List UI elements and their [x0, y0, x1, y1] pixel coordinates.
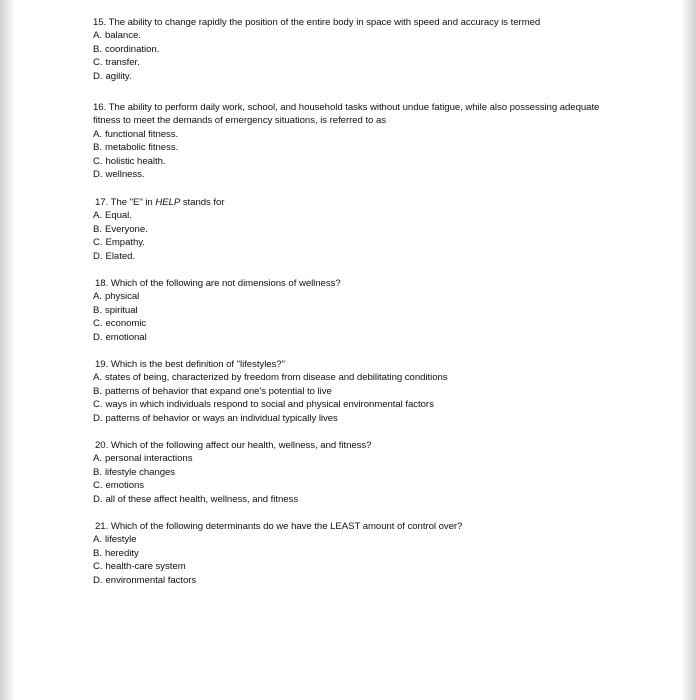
- option-letter: A.: [93, 534, 102, 546]
- option-letter: D.: [93, 412, 103, 424]
- question-number: 17.: [95, 197, 109, 208]
- question-text-post: stands for: [182, 197, 225, 208]
- answer-option: [93, 141, 653, 154]
- question-text: Which of the following determinants do we have the LEAST amount of control over?: [110, 521, 463, 532]
- option-text: emotional: [105, 331, 147, 343]
- answer-option: [93, 385, 653, 398]
- question-19: [93, 358, 653, 425]
- option-text: physical: [104, 291, 140, 303]
- answer-option: [93, 29, 653, 42]
- answer-option: [93, 223, 653, 236]
- option-text: patterns of behavior or ways an individual typically lives: [105, 412, 338, 424]
- answer-option: [93, 70, 653, 83]
- option-text: economic: [105, 318, 147, 330]
- option-text: transfer.: [105, 57, 140, 69]
- answer-option: [93, 533, 653, 546]
- question-stem: [95, 358, 653, 371]
- option-text: emotions: [105, 480, 145, 492]
- option-letter: B.: [93, 304, 102, 316]
- option-letter: B.: [93, 466, 102, 478]
- question-text: The ability to perform daily work, school, and household tasks without undue fatigue, while also possessing adequate fitness to meet the demands of emergency situations, is referred to as: [93, 102, 600, 127]
- answer-option: [93, 574, 653, 587]
- question-15: [93, 16, 653, 83]
- question-18: [93, 277, 653, 344]
- option-text: Empathy.: [105, 237, 145, 249]
- question-text: Which of the following affect our health, wellness, and fitness?: [110, 440, 372, 451]
- document-page: [14, 0, 682, 700]
- question-number: 16.: [93, 102, 107, 113]
- question-number: 19.: [95, 359, 109, 370]
- option-letter: D.: [93, 250, 103, 262]
- question-number: 18.: [95, 278, 109, 289]
- option-text: Elated.: [105, 250, 136, 262]
- option-letter: B.: [93, 547, 102, 559]
- option-text: metabolic fitness.: [104, 142, 179, 154]
- option-text: personal interactions: [104, 453, 193, 465]
- option-text: lifestyle changes: [104, 466, 176, 478]
- option-letter: A.: [93, 372, 102, 384]
- option-text: agility.: [105, 70, 132, 82]
- answer-option: [93, 304, 653, 317]
- answer-option: [93, 547, 653, 560]
- option-letter: A.: [93, 30, 102, 42]
- option-letter: C.: [93, 155, 103, 167]
- answer-option: [93, 331, 653, 344]
- option-text: lifestyle: [104, 534, 137, 546]
- answer-option: [93, 371, 653, 384]
- answer-option: [93, 317, 653, 330]
- option-letter: C.: [93, 480, 103, 492]
- option-text: functional fitness.: [104, 128, 179, 140]
- answer-option: [93, 236, 653, 249]
- option-text: Everyone.: [104, 223, 148, 235]
- option-letter: A.: [93, 210, 102, 222]
- answer-option: [93, 56, 653, 69]
- question-number: 21.: [95, 521, 109, 532]
- option-text: spiritual: [104, 304, 138, 316]
- answer-option: [93, 168, 653, 181]
- answer-option: [93, 43, 653, 56]
- option-letter: B.: [93, 142, 102, 154]
- question-number: 15.: [93, 17, 107, 28]
- question-text: The ability to change rapidly the position of the entire body in space with speed and accuracy is termed: [108, 17, 541, 28]
- option-letter: A.: [93, 453, 102, 465]
- question-text: Which is the best definition of "lifestyles?": [110, 359, 285, 370]
- option-letter: C.: [93, 561, 103, 573]
- option-text: health-care system: [105, 561, 186, 573]
- question-text-pre: The "E" in: [110, 197, 153, 208]
- option-text: environmental factors: [105, 574, 197, 586]
- option-letter: B.: [93, 223, 102, 235]
- option-text: Equal.: [104, 210, 132, 222]
- question-stem: [93, 101, 613, 128]
- option-letter: C.: [93, 237, 103, 249]
- answer-option: [93, 398, 653, 411]
- question-text: Which of the following are not dimensions of wellness?: [110, 278, 341, 289]
- option-text: states of being, characterized by freedom from disease and debilitating conditions: [104, 372, 448, 384]
- answer-option: [93, 493, 653, 506]
- answer-option: [93, 250, 653, 263]
- option-letter: A.: [93, 291, 102, 303]
- option-letter: A.: [93, 128, 102, 140]
- answer-option: [93, 209, 653, 222]
- option-text: patterns of behavior that expand one's potential to live: [104, 385, 332, 397]
- option-letter: C.: [93, 318, 103, 330]
- option-text: ways in which individuals respond to social and physical environmental factors: [105, 399, 434, 411]
- answer-option: [93, 128, 653, 141]
- option-text: holistic health.: [105, 155, 166, 167]
- question-17: [93, 196, 653, 263]
- option-text: heredity: [104, 547, 139, 559]
- answer-option: [93, 479, 653, 492]
- option-letter: C.: [93, 399, 103, 411]
- question-stem: [95, 196, 653, 209]
- question-text-emphasis: HELP: [155, 197, 181, 208]
- option-letter: D.: [93, 574, 103, 586]
- option-letter: C.: [93, 57, 103, 69]
- option-letter: B.: [93, 43, 102, 55]
- question-stem: [95, 439, 653, 452]
- question-stem: [95, 277, 653, 290]
- question-stem: [95, 520, 653, 533]
- option-letter: B.: [93, 385, 102, 397]
- question-21: [93, 520, 653, 587]
- question-number: 20.: [95, 440, 109, 451]
- option-text: wellness.: [105, 169, 145, 181]
- answer-option: [93, 560, 653, 573]
- answer-option: [93, 155, 653, 168]
- question-16: [93, 101, 653, 181]
- page-shadow-left: [0, 0, 14, 700]
- question-stem: [93, 16, 653, 29]
- option-text: coordination.: [104, 43, 160, 55]
- answer-option: [93, 452, 653, 465]
- option-text: balance.: [104, 30, 141, 42]
- option-letter: D.: [93, 331, 103, 343]
- answer-option: [93, 412, 653, 425]
- option-letter: D.: [93, 493, 103, 505]
- option-text: all of these affect health, wellness, and fitness: [105, 493, 299, 505]
- page-shadow-right: [682, 0, 696, 700]
- option-letter: D.: [93, 169, 103, 181]
- option-letter: D.: [93, 70, 103, 82]
- question-20: [93, 439, 653, 506]
- answer-option: [93, 466, 653, 479]
- answer-option: [93, 290, 653, 303]
